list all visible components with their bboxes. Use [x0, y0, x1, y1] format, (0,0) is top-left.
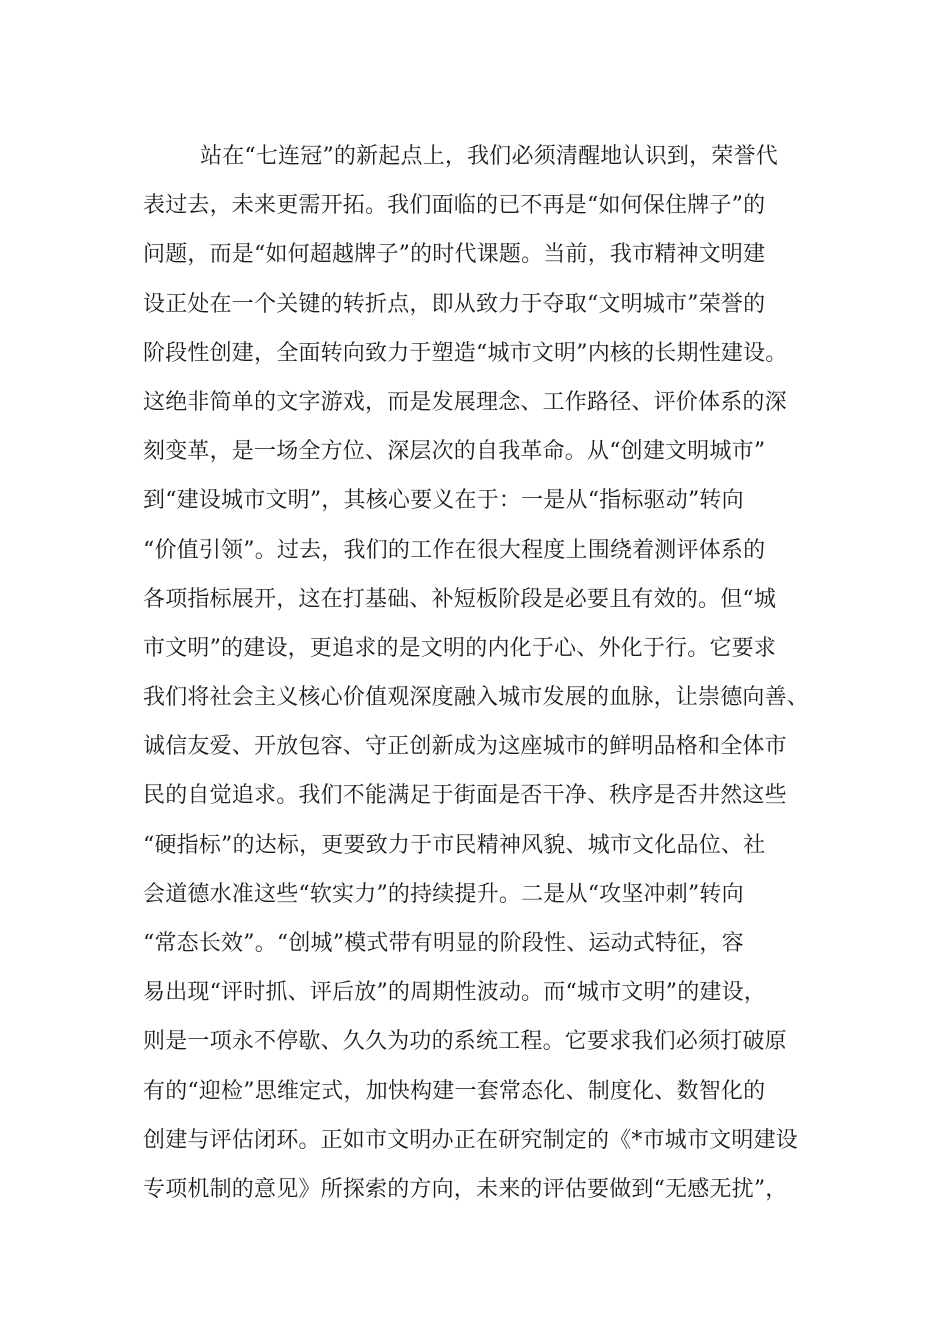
paragraph-line: 专项机制的意见》所探索的方向，未来的评估要做到“无感无扰”， [143, 1176, 788, 1202]
paragraph-line: 到“建设城市文明”，其核心要义在于：一是从“指标驱动”转向 [143, 488, 744, 514]
paragraph-line: 我们将社会主义核心价值观深度融入城市发展的血脉，让崇德向善、 [143, 685, 810, 711]
paragraph-line: 这绝非简单的文字游戏，而是发展理念、工作路径、评价体系的深 [143, 389, 787, 415]
paragraph-line: 则是一项永不停歇、久久为功的系统工程。它要求我们必须打破原 [143, 1029, 787, 1055]
paragraph-line: 会道德水准这些“软实力”的持续提升。二是从“攻坚冲刺”转向 [143, 881, 744, 907]
body-paragraph [143, 132, 823, 1214]
paragraph-line: 表过去，未来更需开拓。我们面临的已不再是“如何保住牌子”的 [143, 193, 766, 219]
paragraph-line: 问题，而是“如何超越牌子”的时代课题。当前，我市精神文明建 [143, 242, 766, 268]
paragraph-line: 有的“迎检”思维定式，加快构建一套常态化、制度化、数智化的 [143, 1078, 766, 1104]
paragraph-line: 创建与评估闭环。正如市文明办正在研究制定的《*市城市文明建设 [143, 1127, 799, 1153]
paragraph-line: 各项指标展开，这在打基础、补短板阶段是必要且有效的。但“城 [143, 586, 777, 612]
paragraph-line: 设正处在一个关键的转折点，即从致力于夺取“文明城市”荣誉的 [143, 291, 766, 317]
paragraph-line: 市文明”的建设，更追求的是文明的内化于心、外化于行。它要求 [143, 635, 777, 661]
paragraph-line: 刻变革，是一场全方位、深层次的自我革命。从“创建文明城市” [143, 439, 766, 465]
paragraph-line: 诚信友爱、开放包容、守正创新成为这座城市的鲜明品格和全体市 [143, 734, 787, 760]
paragraph-line: “硬指标”的达标，更要致力于市民精神风貌、城市文化品位、社 [143, 832, 766, 858]
paragraph-line: 易出现“评时抓、评后放”的周期性波动。而“城市文明”的建设， [143, 980, 766, 1006]
paragraph-line: 站在“七连冠”的新起点上，我们必须清醒地认识到，荣誉代 [200, 144, 778, 169]
paragraph-line: 民的自觉追求。我们不能满足于街面是否干净、秩序是否井然这些 [143, 783, 787, 809]
paragraph-line: “常态长效”。“创城”模式带有明显的阶段性、运动式特征，容 [143, 931, 744, 956]
paragraph-line: “价值引领”。过去，我们的工作在很大程度上围绕着测评体系的 [143, 537, 766, 563]
paragraph-line: 阶段性创建，全面转向致力于塑造“城市文明”内核的长期性建设。 [143, 340, 788, 366]
